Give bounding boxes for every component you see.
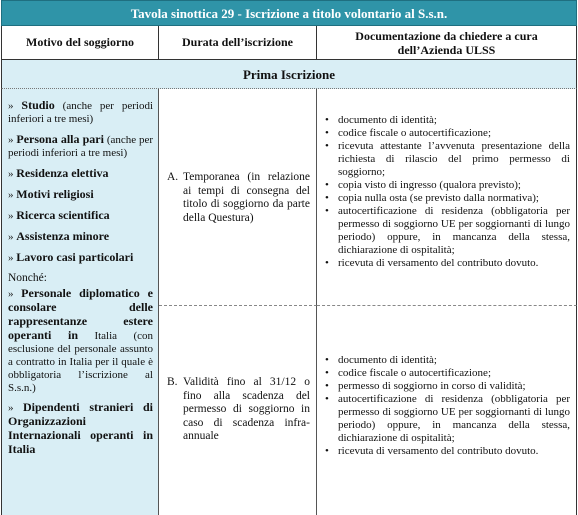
durata-a-letter: A. <box>167 171 179 183</box>
extra-motivo-note: (con esclusione del personale assunto a contratto in Italia per il quale è obbligatoria l’iscrizione al S.s.n.) <box>8 330 154 394</box>
motivo-name: Persona alla pari <box>16 132 104 146</box>
table-title: Tavola sinottica 29 - Iscrizione a titolo volontario al S.s.n. <box>1 0 577 26</box>
motivo-bullet: » <box>8 134 14 146</box>
section-prima-iscrizione: Prima Iscrizione <box>1 60 577 89</box>
motivo-name: Motivi religiosi <box>16 187 94 201</box>
motivo-item <box>8 230 153 244</box>
motivo-name: Studio <box>21 98 55 112</box>
durata-b-text: Validità fino al 31/12 o fino alla scadenza del permesso di soggiorno in caso di scadenza infra-annuale <box>183 376 310 442</box>
motivo-item <box>8 209 153 223</box>
motivo-bullet: » <box>8 168 14 180</box>
motivo-note: (anche per periodi inferiori a tre mesi) <box>8 100 153 125</box>
motivo-item <box>8 251 153 265</box>
motivo-item <box>8 167 153 181</box>
documento-item: • codice fiscale o autocertificazione; <box>323 127 570 140</box>
motivo-bullet: » <box>8 189 14 201</box>
documento-item: • documento di identità; <box>323 354 570 367</box>
motivo-name: Ricerca scientifica <box>16 208 110 222</box>
durata-a-text: Temporanea (in relazione ai tempi di consegna del titolo di soggiorno da parte della Questura) <box>183 171 310 224</box>
motivi-column <box>1 89 159 515</box>
motivo-bullet: » <box>8 210 14 222</box>
motivo-name: Assistenza minore <box>16 229 110 243</box>
extra-motivo-name-tail: Italia <box>94 330 118 342</box>
documenti-b-list <box>323 354 570 458</box>
documento-item: • copia visto di ingresso (qualora previsto); <box>323 179 570 192</box>
header-motivo: Motivo del soggiorno <box>1 26 159 60</box>
documento-item: • autocertificazione di residenza (obbligatoria per permesso di soggiorno UE per soggiornanti di lungo periodo) oppure, in mancanza della stessa, dichiarazione di ospitalità; <box>323 393 570 445</box>
documento-item: • documento di identità; <box>323 114 570 127</box>
header-durata: Durata dell’iscrizione <box>159 26 317 60</box>
motivo-item <box>8 99 153 126</box>
documento-item: • ricevuta di versamento del contributo dovuto. <box>323 257 570 270</box>
extra-motivo-bullet: » <box>8 402 14 414</box>
documento-item: • ricevuta di versamento del contributo dovuto. <box>323 445 570 458</box>
extra-motivi-list <box>8 287 153 457</box>
extra-motivo-item <box>8 401 153 457</box>
documenti-a-list <box>323 114 570 270</box>
documenti-a-cell <box>317 89 577 306</box>
extra-motivo-name: Dipendenti stranieri di Organizzazioni Internazionali operanti in Italia <box>8 400 154 456</box>
motivo-item <box>8 188 153 202</box>
documento-item: • codice fiscale o autocertificazione; <box>323 367 570 380</box>
extra-motivo-item <box>8 287 153 395</box>
documento-item: • copia nulla osta (se previsto dalla normativa); <box>323 192 570 205</box>
durata-b <box>167 376 310 444</box>
motivo-name: Lavoro casi particolari <box>16 250 134 264</box>
documento-item: • permesso di soggiorno in corso di validità; <box>323 380 570 393</box>
motivo-bullet: » <box>8 252 14 264</box>
nonche-label: Nonché: <box>8 272 47 284</box>
motivo-bullet: » <box>8 100 14 112</box>
durata-b-letter: B. <box>167 376 178 388</box>
durata-b-cell <box>159 306 317 515</box>
motivo-name: Residenza elettiva <box>16 166 109 180</box>
documento-item: • ricevuta attestante l’avvenuta presentazione della richiesta di rilascio del primo permesso di soggiorno; <box>323 140 570 179</box>
durata-a <box>167 171 310 225</box>
motivo-item <box>8 133 153 160</box>
documento-item: • autocertificazione di residenza (obbligatoria per permesso di soggiorno UE per soggiornanti di lungo periodo) oppure, in mancanza della stessa, dichiarazione di ospitalità; <box>323 205 570 257</box>
motivi-list <box>8 99 153 265</box>
synoptic-table <box>1 0 577 515</box>
extra-motivo-bullet: » <box>8 288 14 300</box>
documenti-b-cell <box>317 306 577 515</box>
durata-a-cell <box>159 89 317 306</box>
motivo-bullet: » <box>8 231 14 243</box>
extra-motivo-name: Personale diplomatico e consolare delle rappresentanze estere operanti in <box>8 286 153 342</box>
header-documentazione: Documentazione da chiedere a cura dell’Azienda ULSS <box>317 26 577 60</box>
motivo-note: (anche per periodi inferiori a tre mesi) <box>8 134 154 159</box>
